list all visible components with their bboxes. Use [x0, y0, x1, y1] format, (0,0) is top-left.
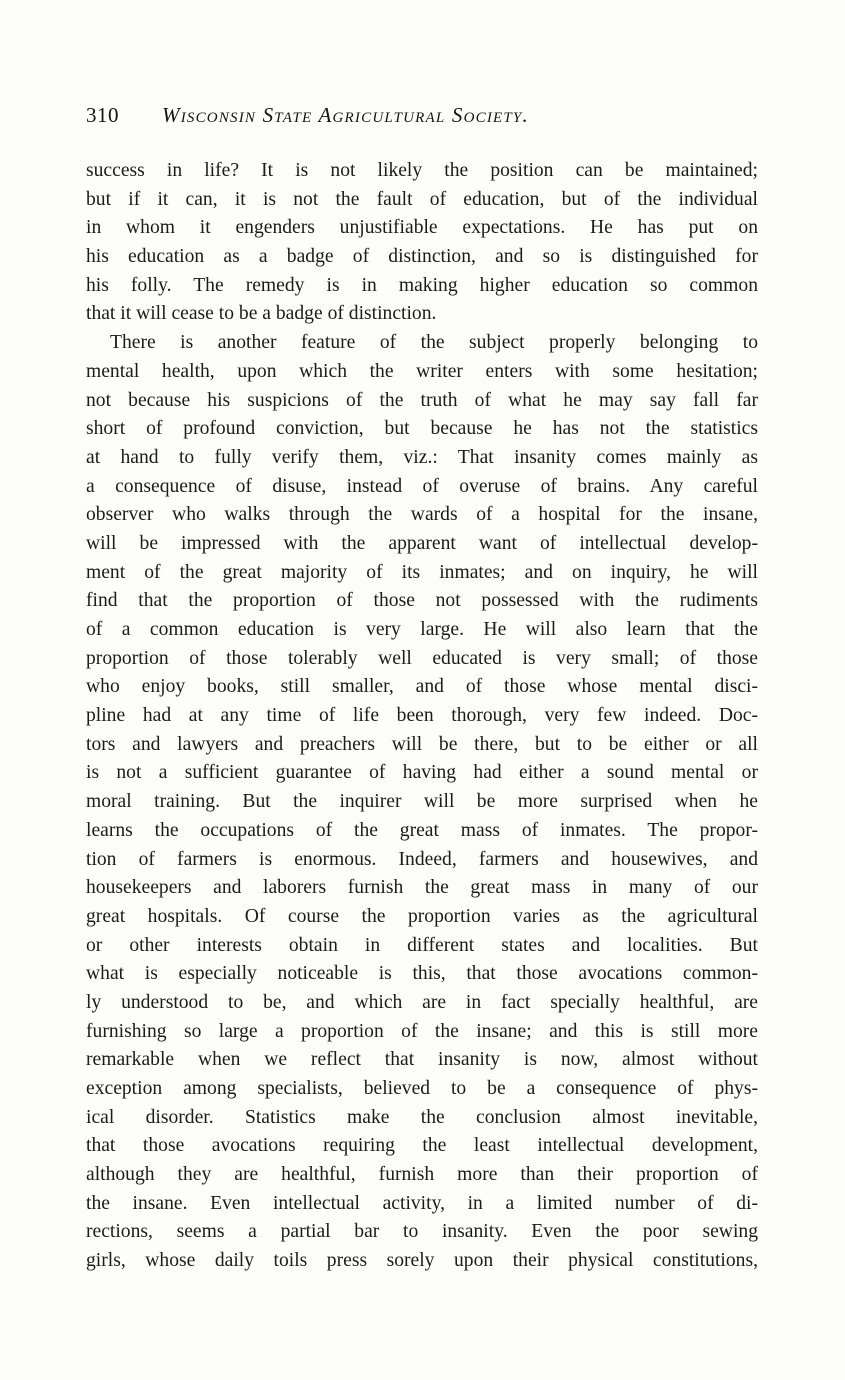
text-line: moral training. But the inquirer will be more surprised when he: [86, 791, 758, 813]
text-line: a consequence of disuse, instead of overuse of brains. Any careful: [86, 475, 758, 497]
text-line: success in life? It is not likely the position can be maintained;: [86, 160, 758, 181]
text-line: There is another feature of the subject properly belonging to: [110, 332, 758, 354]
text-line: learns the occupations of the great mass of inmates. The propor-: [86, 819, 758, 841]
running-head: [86, 100, 766, 130]
text-line: find that the proportion of those not possessed with the rudiments: [86, 590, 758, 612]
text-line: proportion of those tolerably well educated is very small; of those: [86, 647, 758, 669]
paragraph-1: [86, 157, 758, 329]
text-line: in whom it engenders unjustifiable expectations. He has put on: [86, 217, 758, 239]
text-line: although they are healthful, furnish more than their proportion of: [86, 1164, 758, 1186]
text-line: tion of farmers is enormous. Indeed, farmers and housewives, and: [86, 848, 758, 870]
text-line: girls, whose daily toils press sorely upon their physical constitutions,: [86, 1250, 758, 1272]
text-line: short of profound conviction, but because he has not the statistics: [86, 418, 758, 440]
text-line: the insane. Even intellectual activity, in a limited number of di-: [86, 1192, 758, 1214]
text-line: or other interests obtain in different states and localities. But: [86, 934, 758, 956]
paragraph-2: [86, 329, 758, 1276]
text-line: remarkable when we reflect that insanity is now, almost without: [86, 1049, 758, 1071]
text-line: at hand to fully verify them, viz.: That insanity comes mainly as: [86, 446, 758, 468]
text-line: of a common education is very large. He will also learn that the: [86, 619, 758, 640]
text-line: who enjoy books, still smaller, and of those whose mental disci-: [86, 676, 758, 698]
text-line: tors and lawyers and preachers will be there, but to be either or all: [86, 733, 758, 755]
text-line: what is especially noticeable is this, that those avocations common-: [86, 963, 758, 985]
text-line: that those avocations requiring the least intellectual development,: [86, 1135, 758, 1157]
text-line: his education as a badge of distinction, and so is distinguished for: [86, 246, 758, 268]
text-line: housekeepers and laborers furnish the great mass in many of our: [86, 877, 758, 899]
text-line: pline had at any time of life been thorough, very few indeed. Doc-: [86, 705, 758, 727]
text-line: his folly. The remedy is in making higher education so common: [86, 274, 758, 296]
text-line: is not a sufficient guarantee of having had either a sound mental or: [86, 762, 758, 784]
text-line: observer who walks through the wards of a hospital for the insane,: [86, 504, 758, 526]
text-line: rections, seems a partial bar to insanity. Even the poor sewing: [86, 1221, 758, 1243]
text-line: ical disorder. Statistics make the conclusion almost inevitable,: [86, 1106, 758, 1128]
text-line: great hospitals. Of course the proportion varies as the agricultural: [86, 905, 758, 927]
text-line: ment of the great majority of its inmates; and on inquiry, he will: [86, 561, 758, 583]
journal-title: Wisconsin State Agricultural Society.: [162, 103, 529, 127]
text-line: ly understood to be, and which are in fact specially healthful, are: [86, 991, 758, 1013]
text-line: furnishing so large a proportion of the insane; and this is still more: [86, 1020, 758, 1042]
text-line: that it will cease to be a badge of distinction.: [86, 303, 437, 325]
text-line: mental health, upon which the writer enters with some hesitation;: [86, 360, 758, 382]
page-number: 310: [86, 103, 119, 127]
text-line: will be impressed with the apparent want of intellectual develop-: [86, 532, 758, 554]
text-line: but if it can, it is not the fault of education, but of the individual: [86, 188, 758, 210]
body-text: [86, 157, 758, 1276]
text-line: not because his suspicions of the truth of what he may say fall far: [86, 389, 758, 411]
text-line: exception among specialists, believed to be a consequence of phys-: [86, 1078, 758, 1099]
